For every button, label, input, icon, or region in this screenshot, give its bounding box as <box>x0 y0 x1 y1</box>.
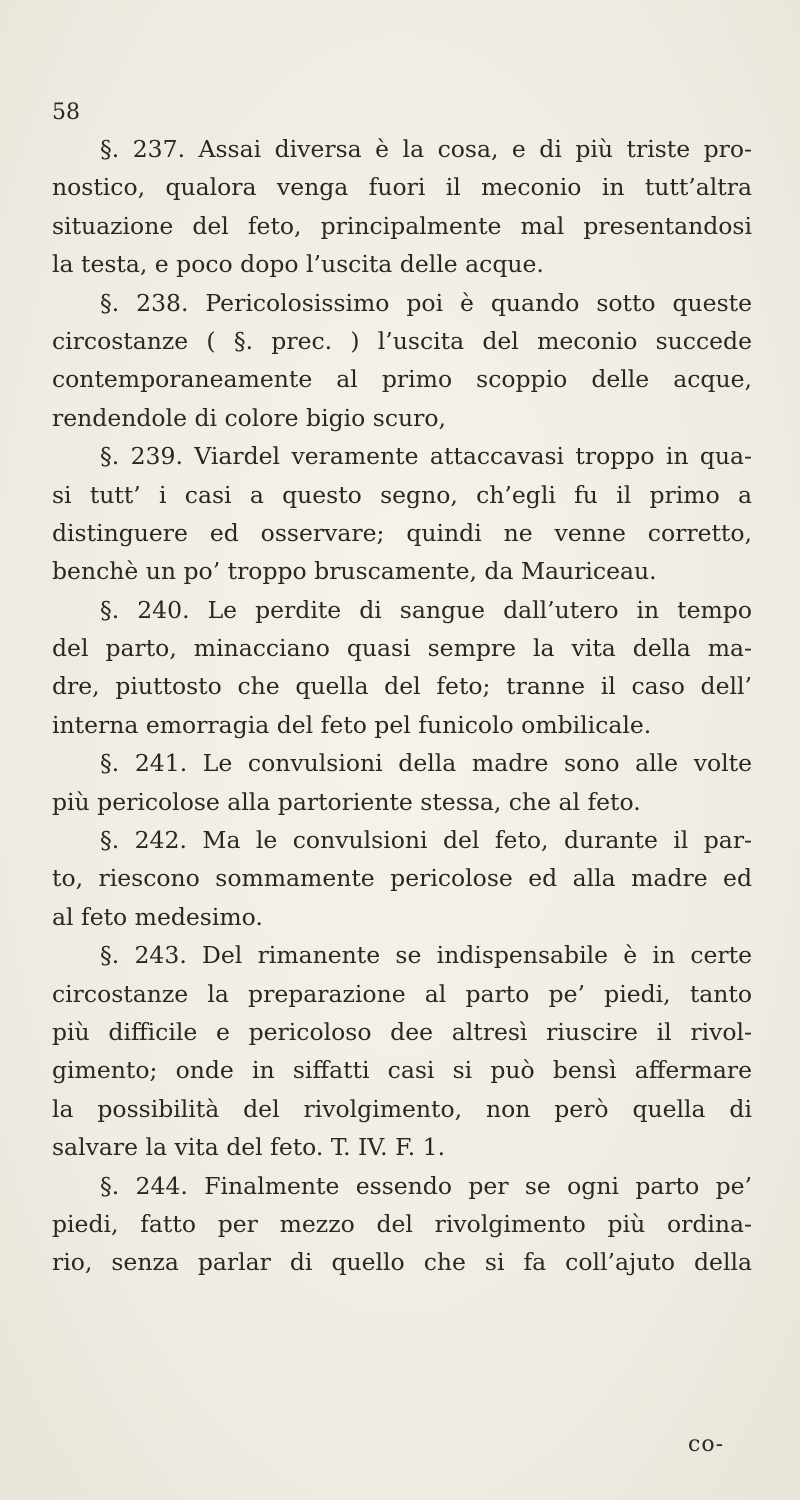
catchword: co- <box>688 1432 724 1457</box>
text-line: §. 241. Le convulsioni della madre sono alle volte <box>100 749 752 778</box>
text-line: situazione del feto, principalmente mal presentandosi <box>52 211 752 240</box>
text-line: distinguere ed osservare; quindi ne venne corretto, <box>52 518 752 547</box>
text-line: rio, senza parlar di quello che si fa coll’ajuto della <box>52 1248 752 1277</box>
text-line: §. 240. Le perdite di sangue dall’utero in tempo <box>100 595 752 624</box>
text-line: la testa, e poco dopo l’uscita delle acque. <box>52 250 544 279</box>
text-line: §. 238. Pericolosissimo poi è quando sotto queste <box>100 288 752 317</box>
text-line: §. 244. Finalmente essendo per se ogni parto pe’ <box>100 1171 752 1200</box>
text-line: più pericolose alla partoriente stessa, che al feto. <box>52 787 641 816</box>
text-line: nostico, qualora venga fuori il meconio in tutt’altra <box>52 173 752 202</box>
text-line: §. 243. Del rimanente se indispensabile è in certe <box>100 941 752 970</box>
body-text <box>52 130 752 1282</box>
text-line: §. 242. Ma le convulsioni del feto, durante il par- <box>100 826 752 855</box>
text-line: circostanze la preparazione al parto pe’ piedi, tanto <box>52 979 752 1008</box>
text-line: la possibilità del rivolgimento, non però quella di <box>52 1094 752 1123</box>
text-line: benchè un po’ troppo bruscamente, da Mauriceau. <box>52 557 657 586</box>
page-number: 58 <box>52 100 80 125</box>
text-line: del parto, minacciano quasi sempre la vita della ma- <box>52 634 752 663</box>
text-line: al feto medesimo. <box>52 902 263 931</box>
text-line: §. 237. Assai diversa è la cosa, e di più triste pro- <box>100 135 752 163</box>
text-line: rendendole di colore bigio scuro, <box>52 403 447 432</box>
text-line: dre, piuttosto che quella del feto; tranne il caso dell’ <box>52 672 752 701</box>
text-line: circostanze ( §. prec. ) l’uscita del meconio succede <box>52 326 752 355</box>
text-line: interna emorragia del feto pel funicolo ombilicale. <box>52 710 652 739</box>
text-line: contemporaneamente al primo scoppio delle acque, <box>52 365 752 394</box>
text-line: to, riescono sommamente pericolose ed alla madre ed <box>52 864 752 893</box>
text-line: piedi, fatto per mezzo del rivolgimento più ordina- <box>52 1209 752 1238</box>
text-line: salvare la vita del feto. T. IV. F. 1. <box>52 1133 446 1162</box>
text-line: si tutt’ i casi a questo segno, ch’egli fu il primo a <box>52 480 752 509</box>
text-line: più difficile e pericoloso dee altresì riuscire il rivol- <box>52 1017 752 1046</box>
text-line: §. 239. Viardel veramente attaccavasi troppo in qua- <box>100 442 752 471</box>
text-line: gimento; onde in siffatti casi si può bensì affermare <box>52 1056 752 1085</box>
